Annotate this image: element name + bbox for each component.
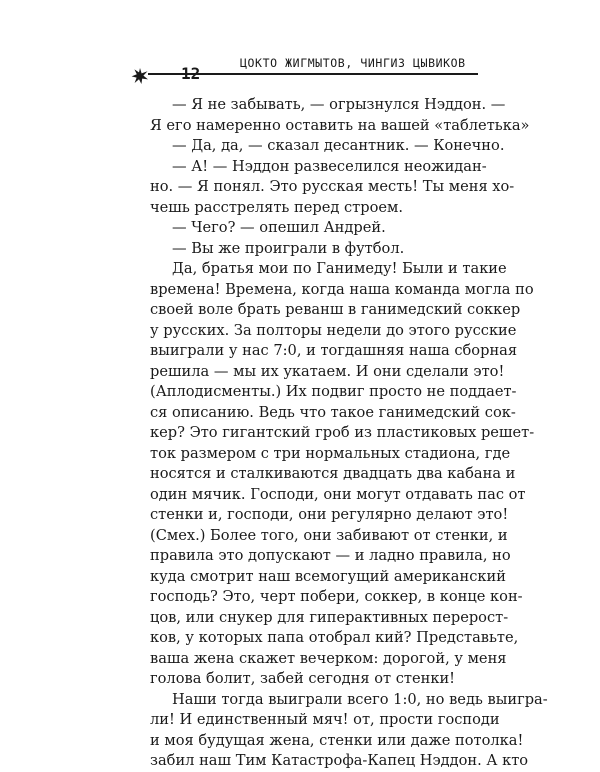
- text-line: — Вы же проиграли в футбол.: [172, 239, 405, 257]
- text-line: но. — Я понял. Это русская месть! Ты меня хо-: [150, 178, 515, 195]
- text-line: господь? Это, черт побери, соккер, в конце кон-: [150, 588, 523, 605]
- text-line: один мячик. Господи, они могут отдавать пас от: [150, 485, 526, 503]
- text-line: правила это допускают — и ладно правила, но: [150, 547, 511, 564]
- text-line: Я его намеренно оставить на вашей «таблетька»: [150, 116, 530, 134]
- text-line: ли! И единственный мяч! от, прости господи: [150, 711, 500, 728]
- text-line: Наши тогда выиграли всего 1:0, но ведь выигра-: [172, 690, 548, 708]
- text-line: Да, братья мои по Ганимеду! Были и такие: [172, 260, 507, 277]
- text-line: ков, у которых папа отобрал кий? Представьте,: [150, 629, 519, 646]
- text-line: цов, или снукер для гиперактивных перерост-: [150, 608, 509, 626]
- text-line: носятся и сталкиваются двадцать два кабана и: [150, 465, 516, 482]
- text-line: решила — мы их укатаем. И они сделали это!: [150, 362, 505, 380]
- text-line: чешь расстрелять перед строем.: [150, 198, 403, 216]
- text-line: — А! — Нэддон развеселился неожидан-: [172, 157, 487, 175]
- text-line: (Аплодисменты.) Их подвиг просто не поддает-: [150, 383, 517, 400]
- text-line: ся описанию. Ведь что такое ганимедский сок-: [150, 403, 516, 421]
- text-line: забил наш Тим Катастрофа-Капец Нэддон. А кто: [150, 752, 529, 769]
- text-line: у русских. За полторы недели до этого русские: [150, 321, 517, 339]
- text-line: своей воле брать реванш в ганимедский соккер: [150, 301, 521, 318]
- text-line: — Чего? — опешил Андрей.: [172, 219, 386, 236]
- header-rule: [148, 73, 478, 75]
- body-text: [150, 95, 548, 772]
- text-line: (Смех.) Более того, они забивают от стенки, и: [150, 526, 508, 544]
- text-line: — Я не забывать, — огрызнулся Нэддон. —: [172, 96, 506, 113]
- text-line: — Да, да, — сказал десантник. — Конечно.: [172, 137, 505, 154]
- text-line: куда смотрит наш всемогущий американский: [150, 567, 506, 585]
- text-line: и моя будущая жена, стенки или даже потолка!: [150, 731, 524, 749]
- text-line: голова болит, забей сегодня от стенки!: [150, 670, 456, 687]
- text-line: стенки и, господи, они регулярно делают это!: [150, 506, 509, 523]
- page-number: 12: [181, 64, 201, 83]
- text-line: ваша жена скажет вечерком: дорогой, у меня: [150, 649, 507, 667]
- star-ornament-icon: [131, 67, 149, 85]
- text-line: выиграли у нас 7:0, и тогдашняя наша сборная: [150, 342, 518, 359]
- text-line: ток размером с три нормальных стадиона, где: [150, 444, 511, 462]
- running-header: ЦОКТО ЖИГМЫТОВ, ЧИНГИЗ ЦЫВИКОВ: [240, 56, 466, 70]
- text-line: времена! Времена, когда наша команда могла по: [150, 280, 534, 298]
- text-line: кер? Это гигантский гроб из пластиковых решет-: [150, 424, 535, 441]
